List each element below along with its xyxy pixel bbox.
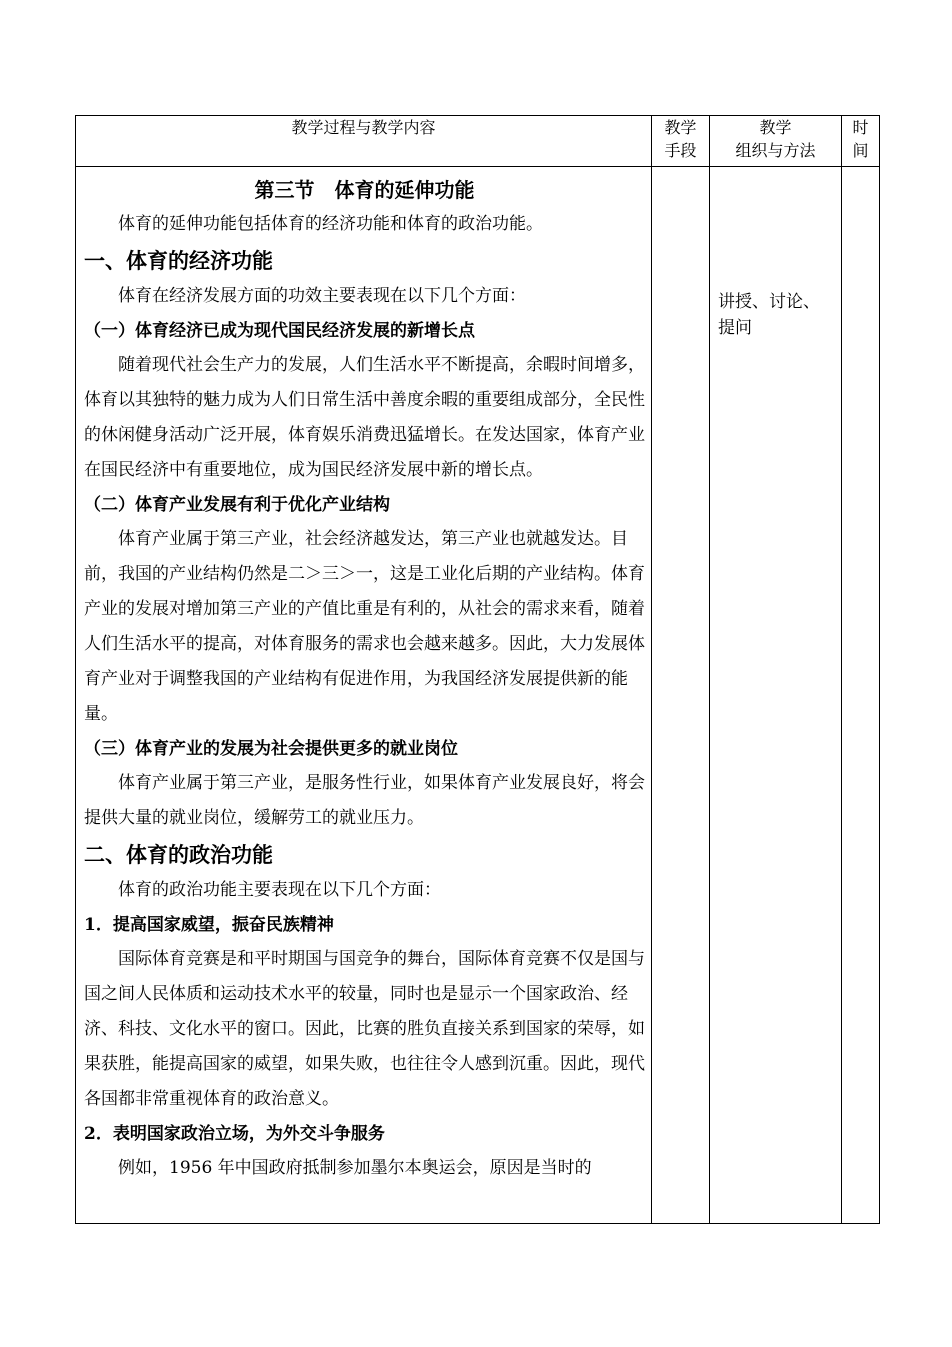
section-title: 第三节 体育的延伸功能 bbox=[254, 178, 475, 202]
part2-item2-heading: 2．表明国家政治立场，为外交斗争服务 bbox=[84, 1124, 385, 1144]
header-content-label: 教学过程与教学内容 bbox=[291, 118, 436, 137]
part1-intro: 体育在经济发展方面的功效主要表现在以下几个方面： bbox=[118, 286, 526, 306]
part1-item3-text: 体育产业属于第三产业，是服务性行业，如果体育产业发展良好，将会提供大量的就业岗位，缓解劳工的就业压力。 bbox=[84, 773, 645, 828]
means-cell bbox=[652, 167, 710, 1224]
content-cell bbox=[76, 167, 652, 1224]
method-text: 讲授、讨论、提问 bbox=[718, 292, 820, 338]
header-time-line1: 时 bbox=[852, 118, 869, 137]
part1-item1-text: 随着现代社会生产力的发展，人们生活水平不断提高，余暇时间增多，体育以其独特的魅力成为人们日常生活中善度余暇的重要组成部分，全民性的休闲健身活动广泛开展，体育娱乐消费迅猛增长。在发达国家，体育产业在国民经济中有重要地位，成为国民经济发展中新的增长点。 bbox=[84, 355, 645, 480]
header-means bbox=[652, 116, 710, 167]
part1-item2-text: 体育产业属于第三产业，社会经济越发达，第三产业也就越发达。目前，我国的产业结构仍然是二＞三＞一，这是工业化后期的产业结构。体育产业的发展对增加第三产业的产值比重是有利的，从社会的需求来看，随着人们生活水平的提高，对体育服务的需求也会越来越多。因此，大力发展体育产业对于调整我国的产业结构有促进作用，为我国经济发展提供新的能量。 bbox=[84, 529, 645, 724]
table-header-row bbox=[76, 116, 880, 167]
table-body-row bbox=[76, 167, 880, 1224]
part1-item1-heading: （一）体育经济已成为现代国民经济发展的新增长点 bbox=[84, 321, 475, 341]
header-means-line2: 手段 bbox=[664, 141, 697, 160]
part2-item1-heading: 1．提高国家威望，振奋民族精神 bbox=[84, 915, 334, 935]
header-time-line2: 间 bbox=[852, 141, 869, 160]
header-time bbox=[842, 116, 880, 167]
header-method-line2: 组织与方法 bbox=[735, 141, 816, 160]
header-method bbox=[710, 116, 842, 167]
part1-item3-heading: （三）体育产业的发展为社会提供更多的就业岗位 bbox=[84, 739, 458, 759]
header-content bbox=[76, 116, 652, 167]
header-means-line1: 教学 bbox=[664, 118, 697, 137]
part2-item2-text: 例如，1956 年中国政府抵制参加墨尔本奥运会，原因是当时的 bbox=[118, 1158, 592, 1178]
time-cell bbox=[842, 167, 880, 1224]
part2-intro: 体育的政治功能主要表现在以下几个方面： bbox=[118, 880, 441, 900]
part2-item1-text: 国际体育竞赛是和平时期国与国竞争的舞台，国际体育竞赛不仅是国与国之间人民体质和运动技术水平的较量，同时也是显示一个国家政治、经济、科技、文化水平的窗口。因此，比赛的胜负直接关系到国家的荣辱，如果获胜，能提高国家的威望，如果失败，也往往令人感到沉重。因此，现代各国都非常重视体育的政治意义。 bbox=[84, 949, 645, 1109]
part1-item2-heading: （二）体育产业发展有利于优化产业结构 bbox=[84, 495, 390, 515]
header-method-line1: 教学 bbox=[759, 118, 792, 137]
part2-title: 二、体育的政治功能 bbox=[84, 842, 273, 867]
lesson-plan-table bbox=[75, 115, 880, 1224]
part1-title: 一、体育的经济功能 bbox=[84, 248, 273, 273]
method-cell bbox=[710, 167, 842, 1224]
section-intro: 体育的延伸功能包括体育的经济功能和体育的政治功能。 bbox=[118, 214, 543, 234]
